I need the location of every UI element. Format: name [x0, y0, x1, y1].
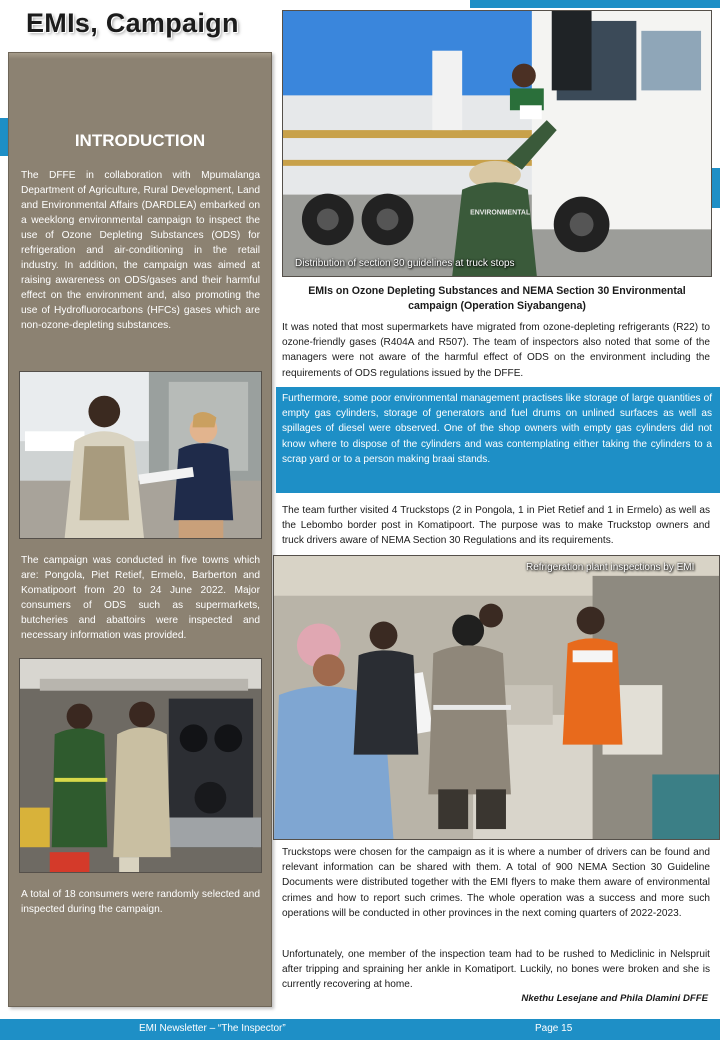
- photo-truck-stop-distribution: [282, 10, 712, 277]
- refrigeration-photo-graphic: [20, 659, 261, 872]
- introduction-sidebar: [8, 52, 272, 1007]
- author-byline: Nkethu Lesejane and Phila Dlamini DFFE: [521, 993, 708, 1004]
- plant-photo-caption: Refrigeration plant inspections by EMI: [526, 562, 695, 573]
- poor-practices-paragraph: Furthermore, some poor environmental management practises like storage of large quantities of empty gas cylinders, storage of generators and fuel drums on unlined surfaces as well as spillages of diesel were observed. One of the shop owners with empty gas cylinders did not know where to dispose of the cylinders and was contemplating either taking the cylinders to a scrap yard or to a person making braai stands.: [282, 393, 712, 465]
- highlight-box: [276, 387, 720, 493]
- left-accent-tab: [0, 118, 8, 156]
- vest-print: ENVIRONMENTAL: [470, 209, 531, 217]
- campaign-towns-paragraph: The campaign was conducted in five towns which are: Pongola, Piet Retief, Ermelo, Barberton and Komatipoort from 20 to 24 June 2022. Major consumers of ODS such as supermarkets, butcheries and abattoirs were inspected and necessary information was provided.: [21, 555, 260, 641]
- supermarket-paragraph: It was noted that most supermarkets have migrated from ozone-depleting refrigerants (R22) to ozone-friendly gases (R404A and R507). The team of inspectors also noted that some of the managers were not aware of the harmful effect of ODS on the environment including the requirements of ODS regulations issued by the DFFE.: [282, 322, 710, 379]
- truckstops-visited-paragraph: The team further visited 4 Truckstops (2 in Pongola, 1 in Piet Retief and 1 in Ermelo) as well as the Lebombo border post in Komatipoort. The purpose was to make Truckstop owners and truck drivers aware of NEMA Section 30 Regulations and its requirements.: [282, 505, 710, 547]
- inspectors-photo-graphic: [20, 372, 261, 538]
- sidebar-bevel: [9, 53, 271, 59]
- top-accent-stripe: [470, 0, 720, 8]
- page-footer: [0, 1019, 720, 1040]
- page-title: EMIs, Campaign: [26, 8, 239, 38]
- article-subheading: EMIs on Ozone Depleting Substances and NEMA Section 30 Environmental campaign (Operation Siyabangena): [308, 285, 686, 312]
- consumers-paragraph: A total of 18 consumers were randomly selected and inspected during the campaign.: [21, 889, 260, 915]
- plant-photo-graphic: [274, 556, 719, 839]
- introduction-heading: INTRODUCTION: [74, 131, 206, 150]
- photo-refrigeration-units: [19, 658, 262, 873]
- footer-newsletter-name: EMI Newsletter – “The Inspector”: [139, 1023, 286, 1034]
- truck-photo-caption: Distribution of section 30 guidelines at truck stops: [295, 258, 515, 269]
- footer-page-number: Page 15: [535, 1023, 573, 1034]
- photo-inspectors-reviewing-documents: [19, 371, 262, 539]
- truck-photo-graphic: [283, 11, 711, 276]
- photo-refrigeration-plant-inspection: [273, 555, 720, 840]
- intro-paragraph: The DFFE in collaboration with Mpumalanga Department of Agriculture, Rural Development, Land and Environmental Affairs (DARDLEA) embarked on a weeklong environmental campaign to inspect the use of Ozone Depleting Substances (ODS) for refrigeration and air-conditioning in the retail industry. In addition, the campaign was aimed at raising awareness on ODS/gases and their harmful effect on the environment and, also promoting the use of Hydrofluorocarbons (HFCs) gases which are non-ozone-depleting substances.: [21, 170, 260, 331]
- truckstops-chosen-paragraph: Truckstops were chosen for the campaign as it is where a number of drivers can be found and relevant information can be shared with them. A total of 900 NEMA Section 30 Guideline Documents were distributed together with the EMI flyers to make them aware of environmental crimes and how to report such crimes. The whole operation was a success and more such operations will be conducted in other provinces in the next coming quarters of 2022-2023.: [282, 847, 710, 919]
- injury-paragraph: Unfortunately, one member of the inspection team had to be rushed to Mediclinic in Nelspruit after tripping and spraining her ankle in Komatiport. Luckily, no bones were broken and she is currently recovering at home.: [282, 949, 710, 991]
